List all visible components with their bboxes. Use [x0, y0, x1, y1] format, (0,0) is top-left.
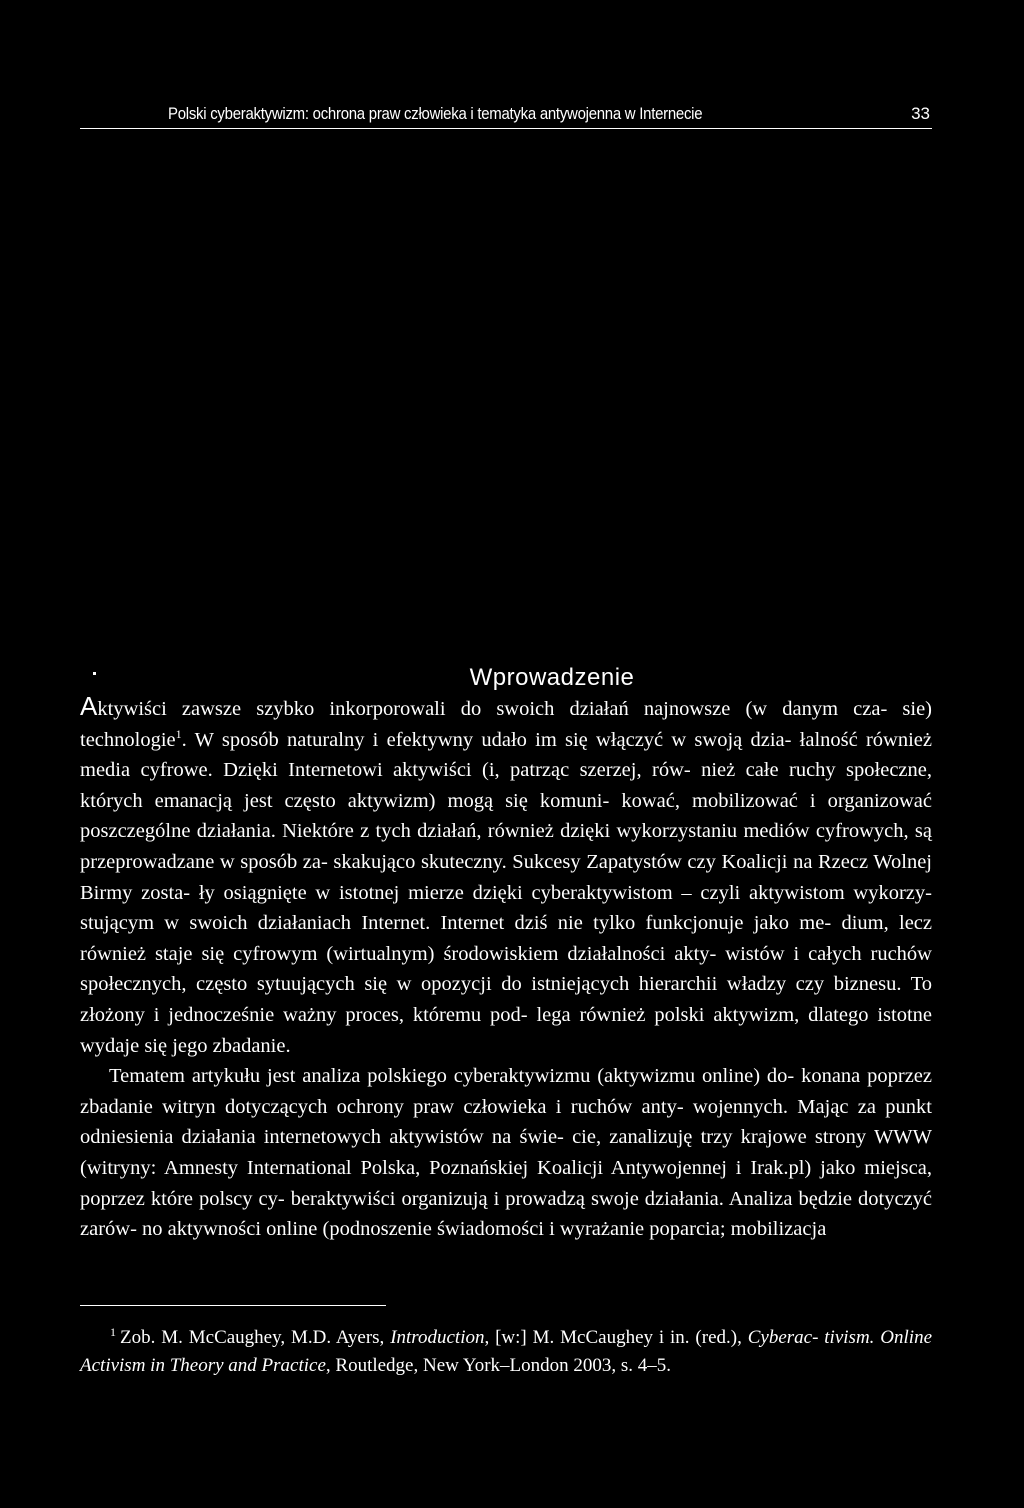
footnote-reference[interactable]: 1 — [175, 726, 182, 741]
footnote-mark: 1 — [110, 1325, 116, 1339]
running-title: Polski cyberaktywizm: ochrona praw człowieka i tematyka antywojenna w Internecie — [168, 104, 703, 123]
page-number: 33 — [911, 104, 930, 123]
running-header — [80, 104, 932, 129]
paragraph-1 — [80, 691, 932, 1061]
footnote-text-c: , Routledge, New York–London 2003, s. 4–5. — [325, 1355, 672, 1376]
paragraph-1-part-2: . W sposób naturalny i efektywny udało im się włączyć w swoją dzia- łalność również media cyfrowe. Dzięki Internetowi aktywiści (i, patrząc szerzej, rów- nież całe ruchy społeczne, których emanacją jest często aktywizm) mogą się komuni- kować, mobilizować i organizować poszczególne działania. Niektóre z tych działań, również dzięki wykorzystaniu mediów cyfrowych, są przeprowadzane w sposób za- skakująco skuteczny. Sukcesy Zapatystów czy Koalicji na Rzecz Wolnej Birmy zosta- ły osiągnięte w istotnej mierze dzięki cyberaktywistom – czyli aktywistom wykorzy- stującym w swoich działaniach Internet. Internet dziś nie tylko funkcjonuje jako me- dium, lecz również staje się cyfrowym (wirtualnym) środowiskiem działalności akty- wistów i całych ruchów społecznych, często sytuujących się w opozycji do istniejących hierarchii władzy czy biznesu. To złożony i jednocześnie ważny proces, któremu pod- lega również polski aktywizm, dlatego istotne wydaje się jego zbadanie. — [80, 728, 932, 1057]
section-heading: Wprowadzenie — [469, 664, 635, 691]
footnote-title-a: Introduction — [390, 1327, 485, 1348]
drop-cap: A — [80, 691, 98, 721]
footnote — [80, 1324, 932, 1380]
footnote-title-b: Cyberac- tivism. Online Activism in Theory and Practice — [80, 1327, 932, 1376]
footnote-text-b: , [w:] M. McCaughey i in. (red.), — [484, 1327, 748, 1348]
body-text — [80, 691, 932, 1245]
footnote-rule — [80, 1305, 386, 1306]
footnote-text-a: Zob. M. McCaughey, M.D. Ayers, — [120, 1327, 391, 1348]
paragraph-2: Tematem artykułu jest analiza polskiego cyberaktywizmu (aktywizmu online) do- konana poprzez zbadanie witryn dotyczących ochrony praw człowieka i ruchów anty- wojennych. Mając za punkt odniesienia działania internetowych aktywistów na świe- cie, zanalizuję trzy krajowe strony WWW (witryny: Amnesty International Polska, Poznańskiej Koalicji Antywojennej i Irak.pl) jako miejsca, poprzez które polscy cy- beraktywiści organizują i prowadzą swoje działania. Analiza będzie dotyczyć zarów- no aktywności online (podnoszenie świadomości i wyrażanie poparcia; mobilizacja — [80, 1065, 932, 1241]
paragraph-1-part-1: ktywiści zawsze szybko inkorporowali do swoich działań najnowsze (w danym cza- sie) technologie — [80, 698, 932, 751]
